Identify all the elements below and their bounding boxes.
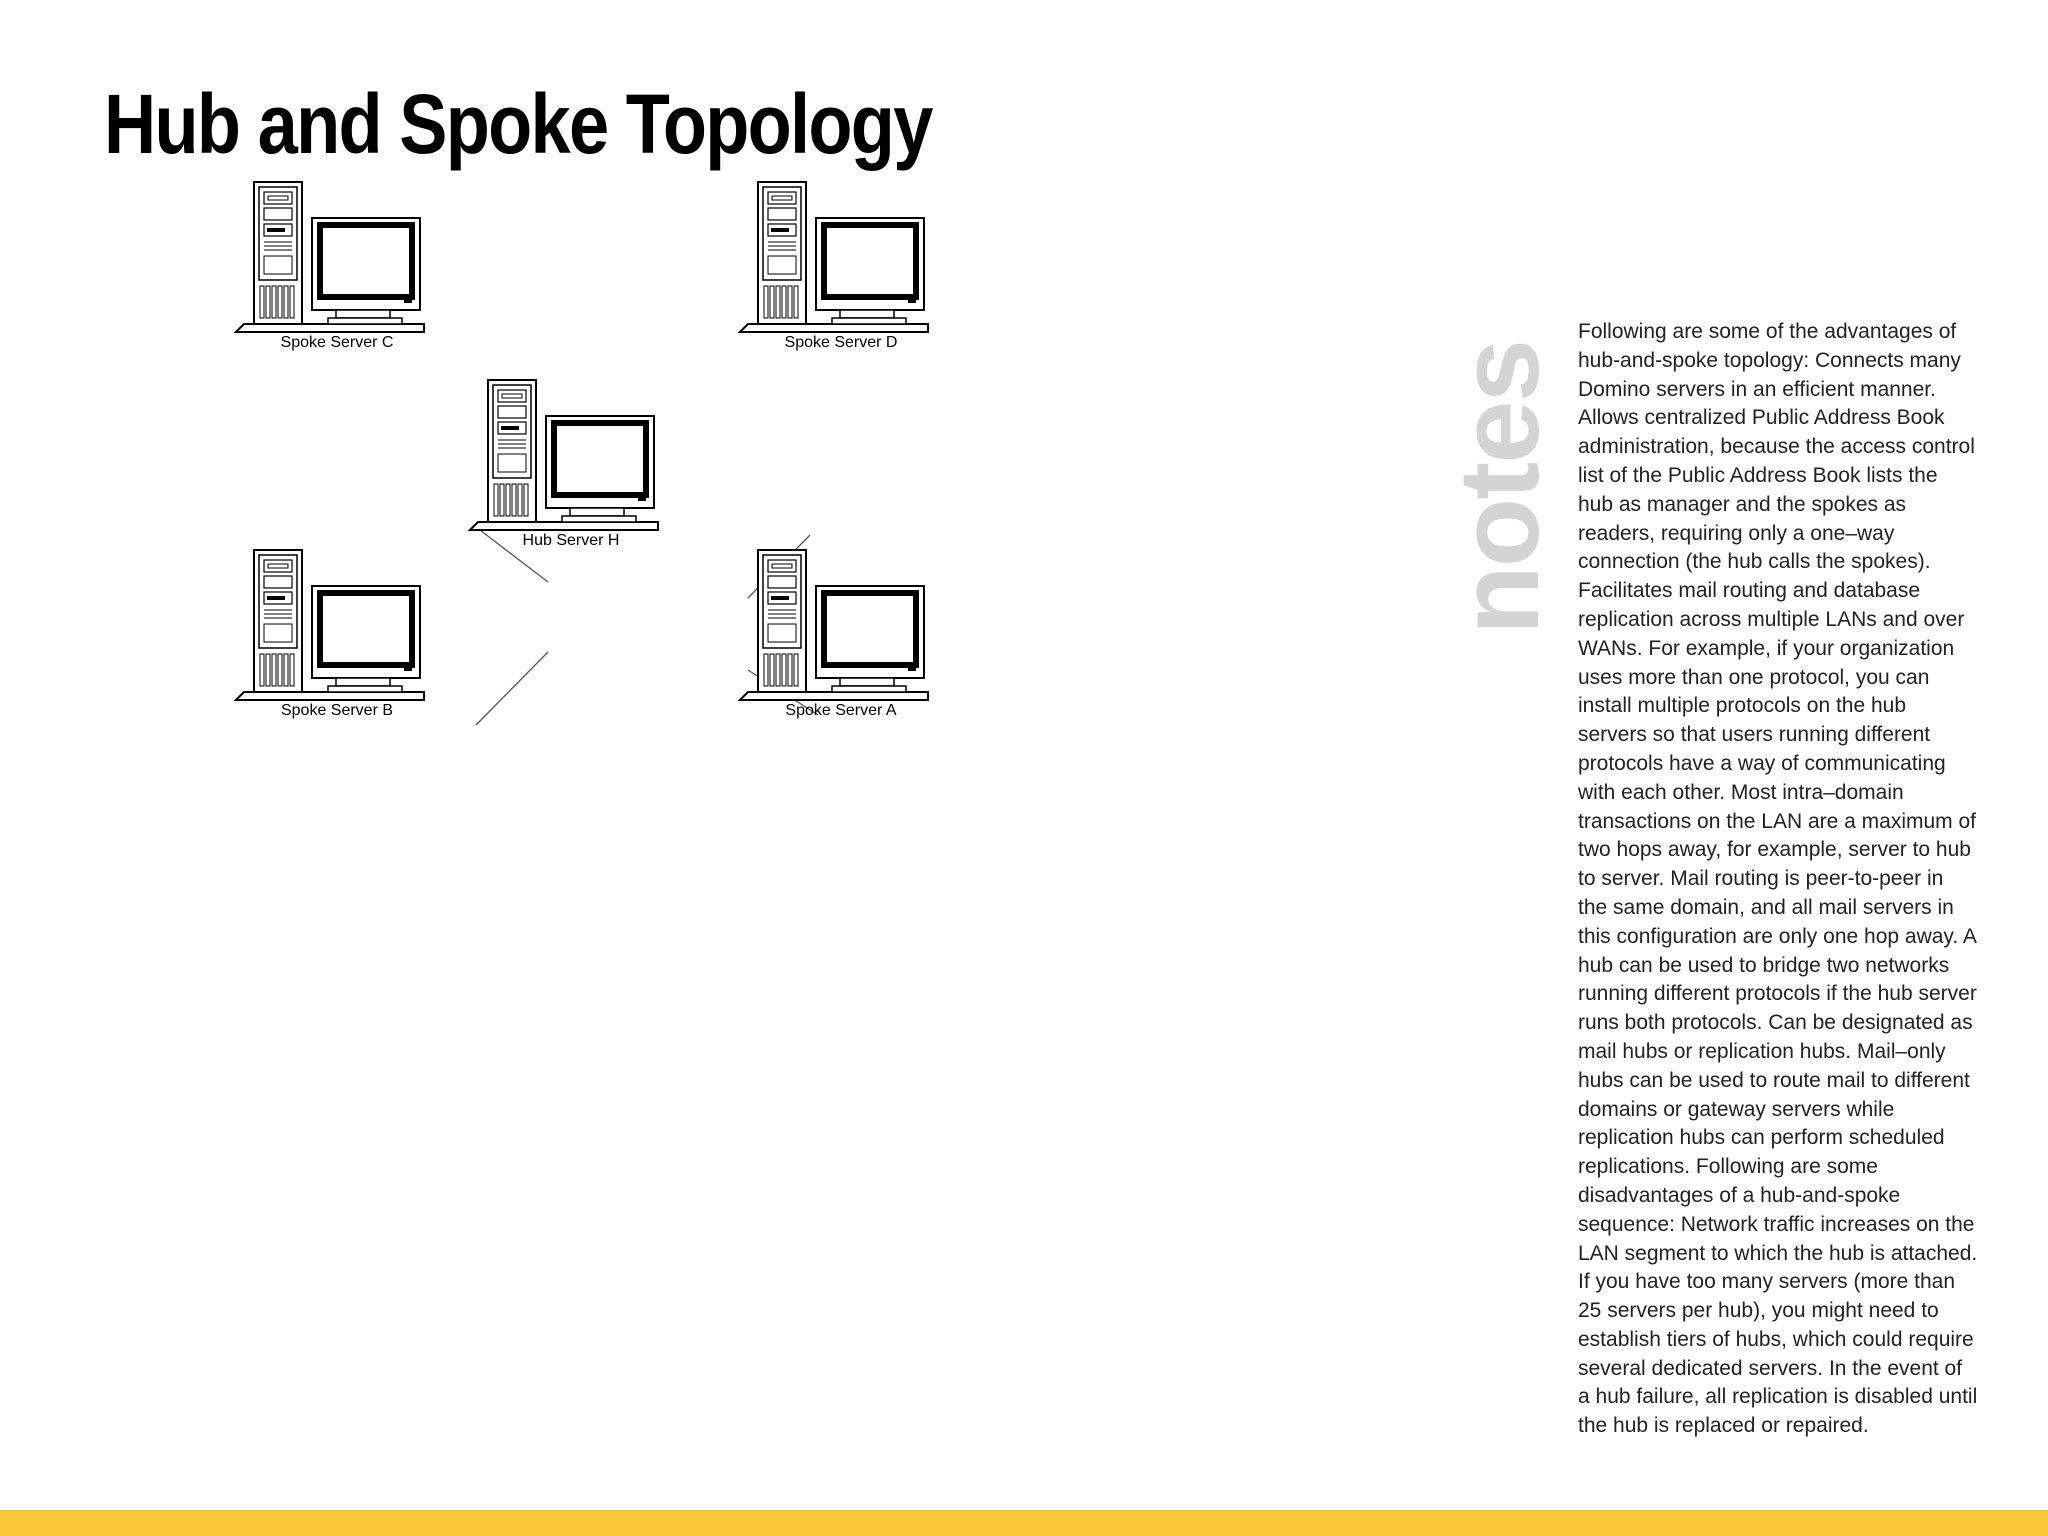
node-label: Spoke Server D	[784, 334, 898, 351]
server-workstation-icon	[740, 550, 928, 700]
node-label: Spoke Server C	[280, 334, 394, 351]
server-workstation-icon	[236, 182, 424, 332]
server-workstation-icon	[236, 550, 424, 700]
notes-text: Following are some of the advantages of hub-and-spoke topology: Connects many Domino servers in an efficient manner. Allows centralized Public Address Book administration, because the access control list of the Public Address Book lists the hub as manager and the spokes as readers, requiring only a one–way connection (the hub calls the spokes). Facilitates mail routing and database replication across multiple LANs and over WANs. For example, if your organization uses more than one protocol, you can install multiple protocols on the hub servers so that users running different protocols have a way of communicating with each other. Most intra–domain transactions on the LAN are a maximum of two hops away, for example, server to hub to server. Mail routing is peer-to-peer in the same domain, and all mail servers in this configuration are only one hop away. A hub can be used to bridge two networks running different protocols if the hub server runs both protocols. Can be designated as mail hubs or replication hubs. Mail–only hubs can be used to route mail to different domains or gateway servers while replication hubs can perform scheduled replications. Following are some disadvantages of a hub-and-spoke sequence: Network traffic increases on the LAN segment to which the hub is attached. If you have too many servers (more than 25 servers per hub), you might need to establish tiers of hubs, which could require several dedicated servers. In the event of a hub failure, all replication is disabled until the hub is replaced or repaired.	[1578, 320, 1978, 1438]
server-nodes	[236, 182, 928, 719]
server-workstation-icon	[470, 380, 658, 530]
connection-hub-spoke-b	[476, 652, 548, 725]
footer-accent-bar	[0, 1510, 2048, 1536]
node-spoke-c	[236, 182, 424, 351]
node-spoke-b	[236, 550, 424, 719]
node-spoke-d	[740, 182, 928, 351]
node-label: Spoke Server B	[280, 702, 394, 719]
node-label: Spoke Server A	[785, 702, 897, 719]
topology-diagram	[0, 0, 1100, 960]
server-workstation-icon	[740, 182, 928, 332]
page-title: Hub and Spoke Topology	[104, 77, 932, 171]
node-hub	[470, 380, 658, 549]
node-spoke-a	[740, 550, 928, 719]
notes-side-label: notes	[1436, 340, 1563, 636]
node-label: Hub Server H	[522, 532, 620, 549]
